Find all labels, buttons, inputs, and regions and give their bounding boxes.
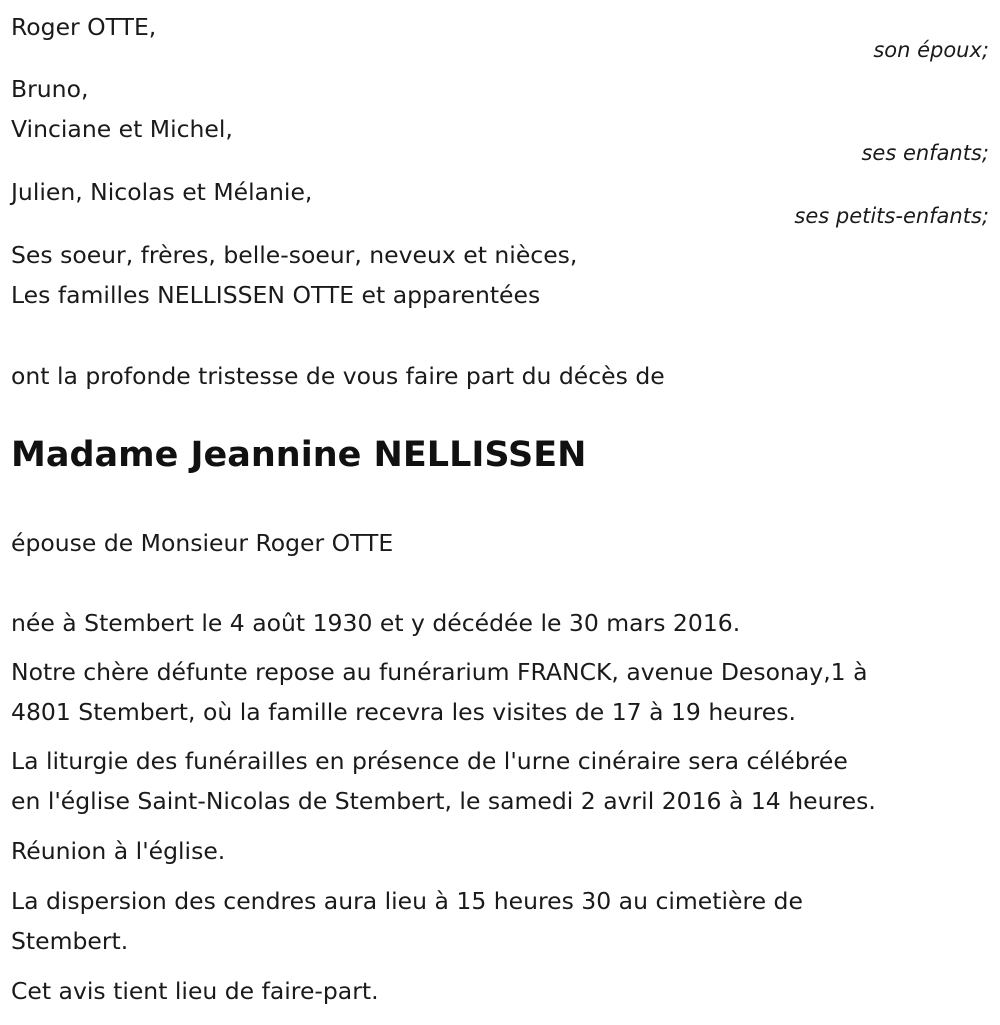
dispersion-line-1: La dispersion des cendres aura lieu à 15 heures 30 au cimetière de <box>11 887 803 915</box>
grandchildren-names: Julien, Nicolas et Mélanie, <box>11 178 313 206</box>
other-relatives-1: Ses soeur, frères, belle-soeur, neveux et nièces, <box>11 241 578 269</box>
child-name-1: Bruno, <box>11 75 89 103</box>
dispersion-line-2: Stembert. <box>11 927 129 955</box>
children-role: ses enfants; <box>861 141 989 165</box>
birth-death-text: née à Stembert le 4 août 1930 et y décédée le 30 mars 2016. <box>11 609 741 637</box>
child-name-2: Vinciane et Michel, <box>11 115 233 143</box>
liturgy-line-2: en l'église Saint-Nicolas de Stembert, le samedi 2 avril 2016 à 14 heures. <box>11 787 876 815</box>
announcement-text: ont la profonde tristesse de vous faire part du décès de <box>11 362 665 390</box>
spouse-role: son époux; <box>873 38 989 62</box>
liturgy-line-1: La liturgie des funérailles en présence de l'urne cinéraire sera célébrée <box>11 747 848 775</box>
funerarium-line-2: 4801 Stembert, où la famille recevra les visites de 17 à 19 heures. <box>11 698 796 726</box>
spouse-of-text: épouse de Monsieur Roger OTTE <box>11 529 394 557</box>
spouse-name: Roger OTTE, <box>11 13 157 41</box>
meeting-text: Réunion à l'église. <box>11 837 226 865</box>
funerarium-line-1: Notre chère défunte repose au funérarium FRANCK, avenue Desonay,1 à <box>11 658 868 686</box>
deceased-name: Madame Jeannine NELLISSEN <box>11 435 587 475</box>
other-relatives-2: Les familles NELLISSEN OTTE et apparentées <box>11 281 541 309</box>
grandchildren-role: ses petits-enfants; <box>794 204 989 228</box>
closing-text: Cet avis tient lieu de faire-part. <box>11 977 379 1005</box>
